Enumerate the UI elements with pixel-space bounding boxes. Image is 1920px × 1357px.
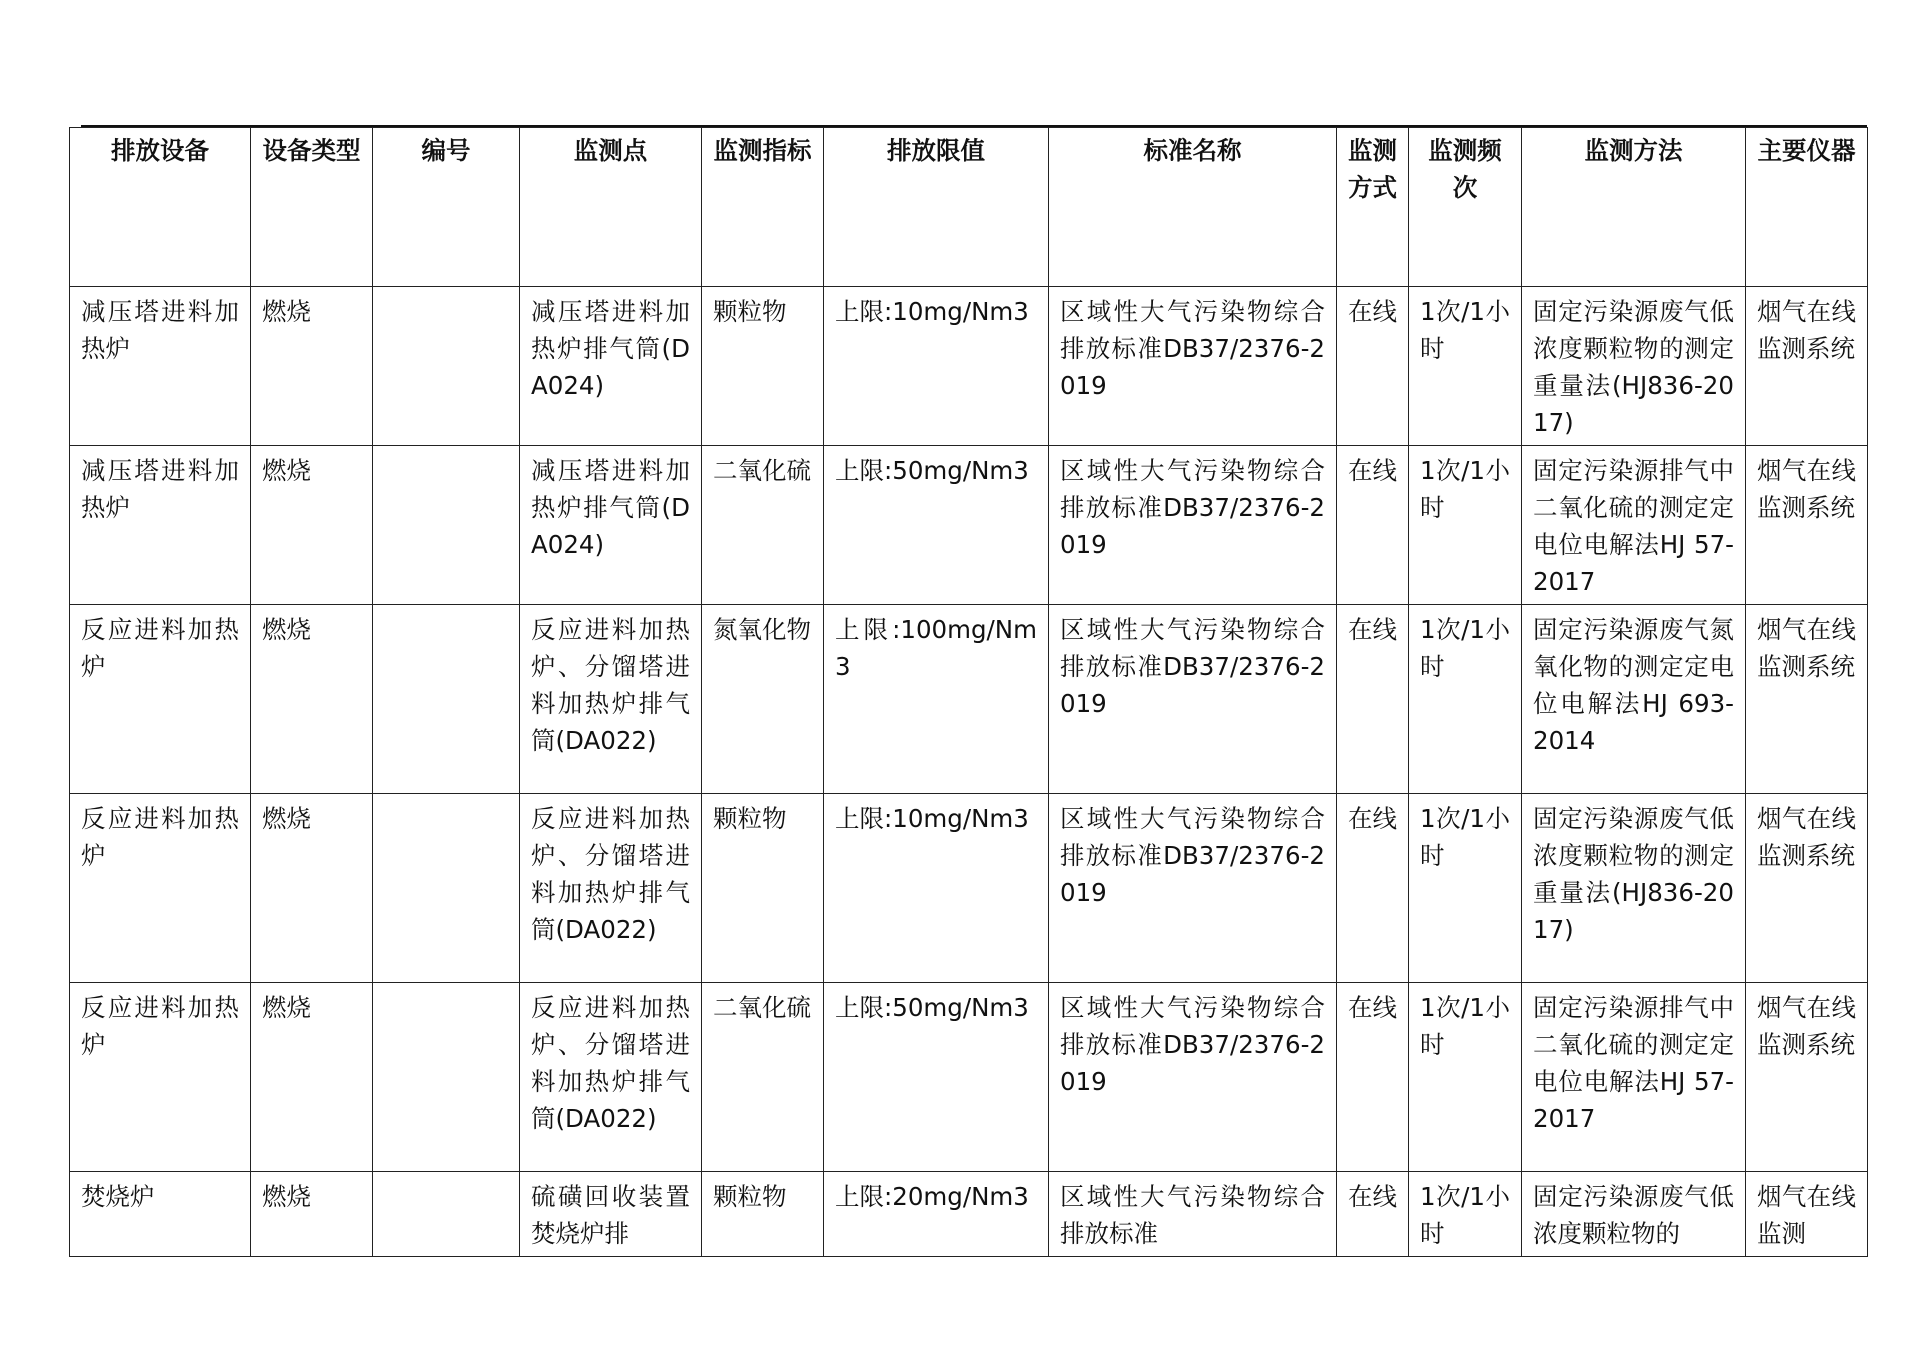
- table-row: [70, 605, 1868, 794]
- cell-monitoring-mode: 在线: [1337, 1172, 1409, 1257]
- table-row: [70, 794, 1868, 983]
- header-monitoring-frequency: 监测频次: [1409, 128, 1522, 287]
- cell-monitoring-point: 反应进料加热炉、分馏塔进料加热炉排气筒(DA022): [520, 794, 702, 983]
- cell-monitoring-frequency: 1次/1小时: [1409, 794, 1522, 983]
- cell-emission-limit: 上限:20mg/Nm3: [824, 1172, 1049, 1257]
- cell-id-number: [373, 794, 520, 983]
- cell-monitoring-mode: 在线: [1337, 446, 1409, 605]
- header-monitoring-indicator: 监测指标: [702, 128, 824, 287]
- cell-monitoring-indicator: 氮氧化物: [702, 605, 824, 794]
- table-header-row: [70, 128, 1868, 287]
- cell-monitoring-method: 固定污染源废气低浓度颗粒物的测定重量法(HJ836-2017): [1522, 794, 1746, 983]
- cell-main-instrument: 烟气在线监测系统: [1746, 446, 1868, 605]
- header-equipment-type: 设备类型: [251, 128, 373, 287]
- cell-monitoring-point: 减压塔进料加热炉排气筒(DA024): [520, 287, 702, 446]
- cell-equipment-type: 燃烧: [251, 446, 373, 605]
- cell-monitoring-point: 硫磺回收装置焚烧炉排: [520, 1172, 702, 1257]
- cell-emission-limit: 上限:100mg/Nm3: [824, 605, 1049, 794]
- cell-monitoring-frequency: 1次/1小时: [1409, 983, 1522, 1172]
- header-standard-name: 标准名称: [1049, 128, 1337, 287]
- header-main-instrument: 主要仪器: [1746, 128, 1868, 287]
- cell-monitoring-frequency: 1次/1小时: [1409, 287, 1522, 446]
- cell-emission-equipment: 反应进料加热炉: [70, 605, 251, 794]
- table-row: [70, 446, 1868, 605]
- cell-emission-equipment: 焚烧炉: [70, 1172, 251, 1257]
- cell-monitoring-frequency: 1次/1小时: [1409, 1172, 1522, 1257]
- cell-monitoring-indicator: 二氧化硫: [702, 983, 824, 1172]
- cell-monitoring-mode: 在线: [1337, 794, 1409, 983]
- cell-standard-name: 区域性大气污染物综合排放标准DB37/2376-2019: [1049, 983, 1337, 1172]
- cell-id-number: [373, 605, 520, 794]
- cell-standard-name: 区域性大气污染物综合排放标准DB37/2376-2019: [1049, 446, 1337, 605]
- cell-main-instrument: 烟气在线监测系统: [1746, 794, 1868, 983]
- cell-main-instrument: 烟气在线监测系统: [1746, 605, 1868, 794]
- cell-equipment-type: 燃烧: [251, 794, 373, 983]
- cell-monitoring-point: 反应进料加热炉、分馏塔进料加热炉排气筒(DA022): [520, 605, 702, 794]
- cell-emission-equipment: 反应进料加热炉: [70, 794, 251, 983]
- cell-standard-name: 区域性大气污染物综合排放标准DB37/2376-2019: [1049, 794, 1337, 983]
- cell-standard-name: 区域性大气污染物综合排放标准DB37/2376-2019: [1049, 605, 1337, 794]
- header-monitoring-point: 监测点: [520, 128, 702, 287]
- cell-emission-equipment: 反应进料加热炉: [70, 983, 251, 1172]
- header-emission-limit: 排放限值: [824, 128, 1049, 287]
- cell-standard-name: 区域性大气污染物综合排放标准: [1049, 1172, 1337, 1257]
- cell-monitoring-frequency: 1次/1小时: [1409, 446, 1522, 605]
- cell-emission-equipment: 减压塔进料加热炉: [70, 287, 251, 446]
- cell-equipment-type: 燃烧: [251, 983, 373, 1172]
- cell-id-number: [373, 446, 520, 605]
- cell-emission-equipment: 减压塔进料加热炉: [70, 446, 251, 605]
- table-row: [70, 983, 1868, 1172]
- cell-monitoring-method: 固定污染源排气中二氧化硫的测定定电位电解法HJ 57-2017: [1522, 446, 1746, 605]
- cell-monitoring-indicator: 颗粒物: [702, 287, 824, 446]
- cell-emission-limit: 上限:10mg/Nm3: [824, 287, 1049, 446]
- table-row: [70, 1172, 1868, 1257]
- header-emission-equipment: 排放设备: [70, 128, 251, 287]
- cell-main-instrument: 烟气在线监测系统: [1746, 983, 1868, 1172]
- header-monitoring-method: 监测方法: [1522, 128, 1746, 287]
- cell-monitoring-method: 固定污染源排气中二氧化硫的测定定电位电解法HJ 57-2017: [1522, 983, 1746, 1172]
- cell-monitoring-indicator: 二氧化硫: [702, 446, 824, 605]
- cell-equipment-type: 燃烧: [251, 605, 373, 794]
- cell-emission-limit: 上限:50mg/Nm3: [824, 446, 1049, 605]
- cell-emission-limit: 上限:50mg/Nm3: [824, 983, 1049, 1172]
- cell-id-number: [373, 1172, 520, 1257]
- table-row: [70, 287, 1868, 446]
- cell-id-number: [373, 287, 520, 446]
- header-monitoring-mode: 监测方式: [1337, 128, 1409, 287]
- cell-main-instrument: 烟气在线监测: [1746, 1172, 1868, 1257]
- cell-emission-limit: 上限:10mg/Nm3: [824, 794, 1049, 983]
- cell-monitoring-method: 固定污染源废气低浓度颗粒物的: [1522, 1172, 1746, 1257]
- cell-monitoring-frequency: 1次/1小时: [1409, 605, 1522, 794]
- cell-monitoring-mode: 在线: [1337, 605, 1409, 794]
- cell-main-instrument: 烟气在线监测系统: [1746, 287, 1868, 446]
- cell-monitoring-mode: 在线: [1337, 983, 1409, 1172]
- header-id-number: 编号: [373, 128, 520, 287]
- monitoring-table: [69, 127, 1868, 1257]
- cell-id-number: [373, 983, 520, 1172]
- cell-equipment-type: 燃烧: [251, 287, 373, 446]
- cell-monitoring-indicator: 颗粒物: [702, 1172, 824, 1257]
- cell-monitoring-mode: 在线: [1337, 287, 1409, 446]
- cell-monitoring-point: 反应进料加热炉、分馏塔进料加热炉排气筒(DA022): [520, 983, 702, 1172]
- cell-monitoring-method: 固定污染源废气低浓度颗粒物的测定重量法(HJ836-2017): [1522, 287, 1746, 446]
- cell-monitoring-point: 减压塔进料加热炉排气筒(DA024): [520, 446, 702, 605]
- cell-equipment-type: 燃烧: [251, 1172, 373, 1257]
- cell-monitoring-indicator: 颗粒物: [702, 794, 824, 983]
- cell-monitoring-method: 固定污染源废气氮氧化物的测定定电位电解法HJ 693-2014: [1522, 605, 1746, 794]
- cell-standard-name: 区域性大气污染物综合排放标准DB37/2376-2019: [1049, 287, 1337, 446]
